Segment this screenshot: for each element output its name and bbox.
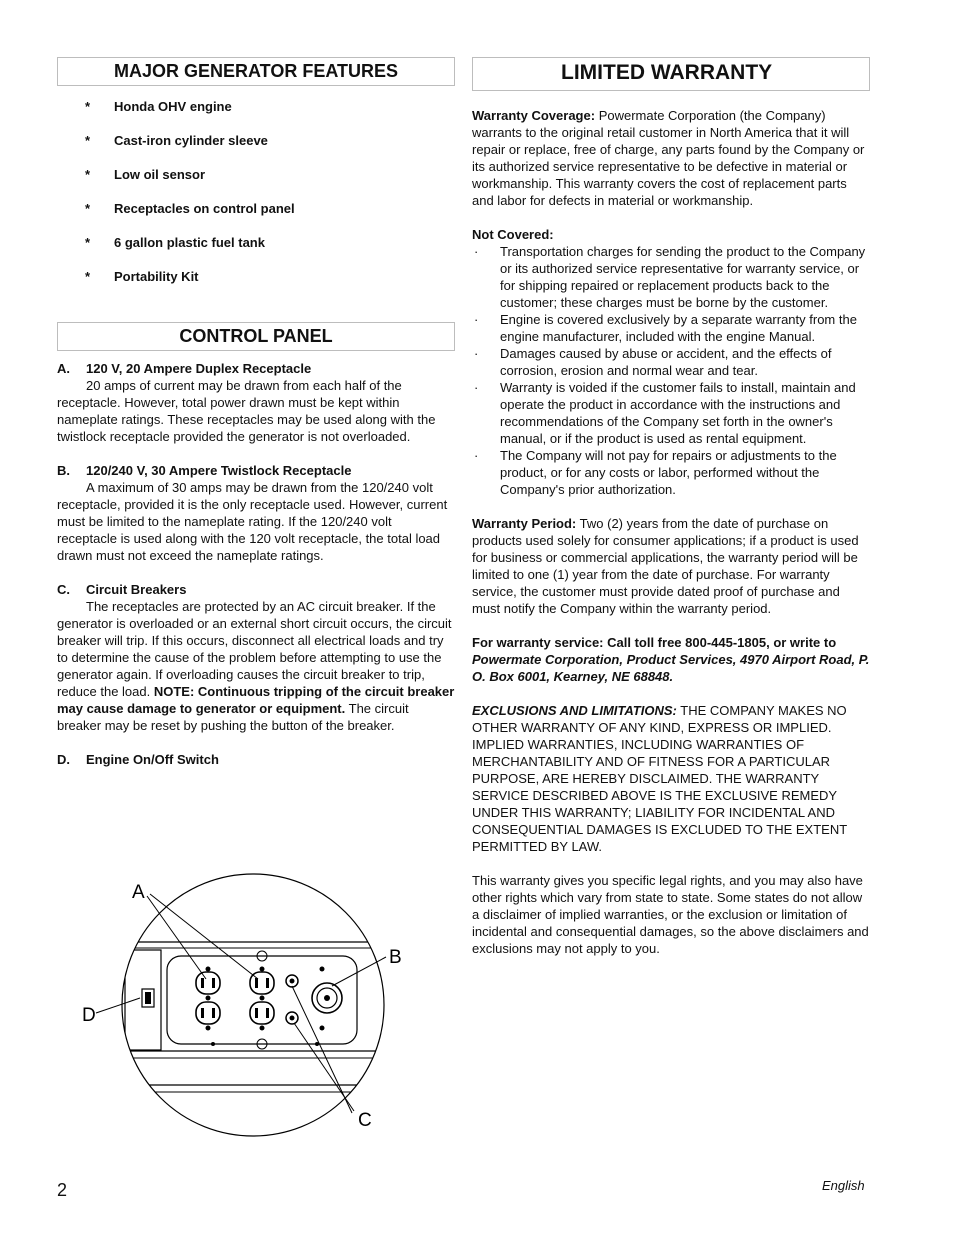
- item-a-title: A. 120 V, 20 Ampere Duplex Receptacle: [57, 361, 312, 376]
- list-item: * Portability Kit: [85, 269, 199, 284]
- exclusions-paragraph: EXCLUSIONS AND LIMITATIONS: THE COMPANY MAKES NO OTHER WARRANTY OF ANY KIND, EXPRESS OR IMPLIED. IMPLIED WARRANTIES, INCLUDING WARRANTIES OF MERCHANTABILITY AND OF FITNESS FOR A PARTICULAR PURPOSE, ARE HEREBY DISCLAIMED. THE WARRANTY SERVICE DESCRIBED ABOVE IS THE EXCLUSIVE REMEDY UNDER THIS WARRANTY; LIABILITY FOR INCIDENTAL AND CONSEQUENTIAL DAMAGES IS EXCLUDED TO THE EXTENT PERMITTED BY LAW.: [472, 703, 847, 854]
- warranty-heading: LIMITED WARRANTY: [472, 57, 870, 91]
- item-a-body: 20 amps of current may be drawn from each half of the receptacle. However, total power drawn must be kept within nameplate ratings. These receptacles may be used along with the twistlock receptacle provided the generator is not overloaded.: [57, 378, 436, 444]
- breaker-note: NOTE: Continuous tripping of the circuit breaker may cause damage to generator or equipment.: [57, 684, 455, 716]
- list-item: · Warranty is voided if the customer fails to install, maintain and operate the product in accordance with the instructions and recommendations of the Company set forth in the owner's manual, or if the product is used as rental equipment.: [474, 380, 856, 446]
- coverage-paragraph: Warranty Coverage: Powermate Corporation (the Company) warrants to the original retail customer in North America that it will repair or replace, free of charge, any parts found by the Company or its authorized service representative to be defective in material or workmanship. This warranty covers the cost of replacement parts and labor for defects in material or workmanship.: [472, 108, 865, 208]
- item-b-body: A maximum of 30 amps may be drawn from the 120/240 volt receptacle, provided it is the only receptacle used. However, current must be limited to the nameplate rating. If the 120/240 volt receptacle is used along with the 120 volt receptacle, the total load drawn must not exceed the nameplate ratings.: [57, 480, 448, 563]
- features-list: [57, 98, 455, 302]
- diagram-label-d: D: [82, 1005, 96, 1026]
- diagram-label-b: B: [389, 947, 402, 968]
- item-c-title: C. Circuit Breakers: [57, 582, 187, 597]
- item-d-title: D. Engine On/Off Switch: [57, 752, 219, 767]
- list-item: * Honda OHV engine: [85, 99, 232, 114]
- diagram-label-a: A: [132, 882, 145, 903]
- list-item: · Engine is covered exclusively by a separate warranty from the engine manufacturer, included with the engine Manual.: [474, 312, 857, 344]
- not-covered-label: Not Covered:: [472, 227, 554, 242]
- features-heading: MAJOR GENERATOR FEATURES: [57, 57, 455, 86]
- language-label: English: [822, 1178, 865, 1193]
- rights-paragraph: This warranty gives you specific legal rights, and you may also have other rights which vary from state to state. Some states do not allow a disclaimer of implied warranties, or the exclusion or limitation of incidental and consequential damages, so the above disclaimers and exclusions may not apply to you.: [472, 873, 869, 956]
- bullet-star: *: [85, 133, 91, 148]
- bullet-star: *: [85, 167, 91, 182]
- item-c-body: The receptacles are protected by an AC circuit breaker. If the generator is overloaded or an external short circuit occurs, the circuit breaker will trip. If this occurs, disconnect all electrical loads and try to determine the cause of the problem before attempting to use the generator again. If overloading causes the circuit breaker to trip, reduce the load. NOTE: Continuous tripping of the circuit breaker may cause damage to generator or equipment. The circuit breaker may be reset by pushing the button of the breaker.: [57, 599, 455, 733]
- list-item: · The Company will not pay for repairs or adjustments to the product, or for any costs or labor, performed without the Company's prior authorization.: [474, 448, 837, 497]
- bullet-star: *: [85, 99, 91, 114]
- list-item: * Receptacles on control panel: [85, 201, 295, 216]
- item-b-title: B. 120/240 V, 30 Ampere Twistlock Receptacle: [57, 463, 352, 478]
- diagram-label-c: C: [358, 1110, 372, 1131]
- control-panel-heading: CONTROL PANEL: [57, 322, 455, 351]
- left-column: [57, 57, 455, 768]
- right-column: [472, 57, 870, 957]
- control-panel-items: [57, 360, 455, 768]
- control-panel-diagram: [70, 868, 420, 1148]
- service-address: Powermate Corporation, Product Services, 4970 Airport Road, P. O. Box 6001, Kearney, NE 68848.: [472, 652, 870, 684]
- list-item: · Transportation charges for sending the product to the Company or its authorized service representative for warranty service, or for shipping repaired or replacement products back to the customer; these charges must be borne by the customer.: [474, 244, 866, 310]
- bullet-star: *: [85, 201, 91, 216]
- list-item: * Cast-iron cylinder sleeve: [85, 133, 268, 148]
- bullet-star: *: [85, 235, 91, 250]
- page-number: 2: [57, 1180, 68, 1200]
- list-item: * Low oil sensor: [85, 167, 206, 182]
- list-item: · Damages caused by abuse or accident, and the effects of corrosion, erosion and normal wear and tear.: [474, 346, 832, 378]
- bullet-star: *: [85, 269, 91, 284]
- service-paragraph: For warranty service: Call toll free 800-445-1805, or write to Powermate Corporation, Product Services, 4970 Airport Road, P. O. Box 6001, Kearney, NE 68848.: [472, 635, 870, 684]
- list-item: * 6 gallon plastic fuel tank: [85, 235, 265, 250]
- period-paragraph: Warranty Period: Two (2) years from the date of purchase on products used solely for consumer applications; if a product is used for business or commercial applications, the warranty period will be limited to one (1) year from the date of purchase. For warranty service, the customer must provide dated proof of purchase and must notify the Company within the warranty period.: [472, 516, 859, 616]
